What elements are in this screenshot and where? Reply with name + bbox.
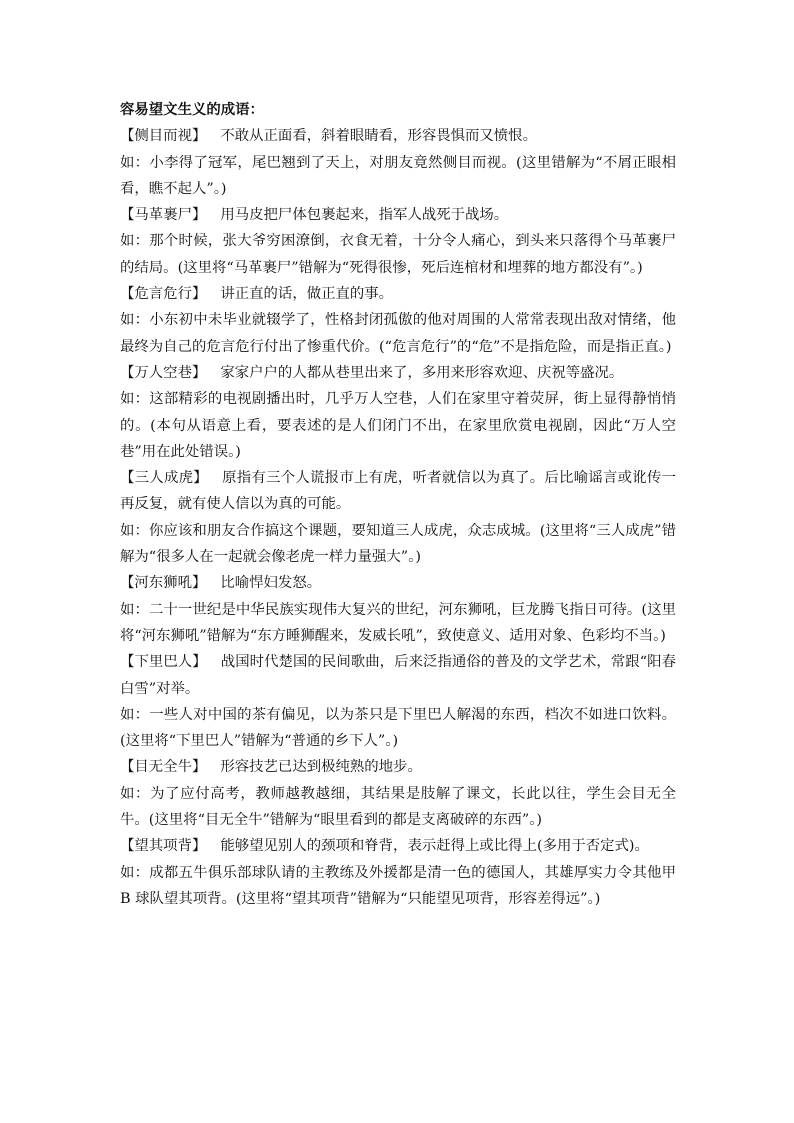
idiom-entry [120,123,676,202]
idiom-example: 如：二十一世纪是中华民族实现伟大复兴的世纪，河东狮吼，巨龙腾飞指日可待。(这里将“河东狮吼”错解为“东方睡狮醒来，发威长吼”，致使意义、适用对象、色彩均不当。) [120,601,676,644]
idiom-term: 【万人空巷】 [120,364,207,381]
idiom-definition-line [120,465,676,518]
idiom-definition-line [120,202,676,228]
idiom-entry [120,360,676,465]
idiom-definition: 能够望见别人的颈项和脊背，表示赶得上或比得上(多用于否定式)。 [220,838,649,855]
idiom-example: 如：成都五牛俱乐部球队请的主教练及外援都是清一色的德国人，其雄厚实力令其他甲 B 球队望其项背。(这里将“望其项背”错解为“只能望见项背，形容差得远”。) [120,864,676,907]
idiom-example: 如：一些人对中国的茶有偏见，以为茶只是下里巴人解渴的东西，档次不如进口饮料。(这里将“下里巴人”错解为“普通的乡下人”。) [120,706,676,750]
idiom-entry [120,833,676,912]
page-title: 容易望文生义的成语： [120,101,264,118]
idiom-definition: 用马皮把尸体包裹起来，指军人战死于战场。 [220,207,509,224]
idiom-entry [120,754,676,833]
idiom-definition-line [120,360,676,386]
idiom-term: 【河东狮吼】 [120,575,207,592]
idiom-term: 【目无全牛】 [120,759,207,776]
idiom-entry [120,465,676,570]
idiom-definition: 原指有三个人谎报市上有虎，听者就信以为真了。后比喻谣言或讹传一再反复，就有使人信以为真的可能。 [120,470,676,513]
idiom-definition: 比喻悍妇发怒。 [220,575,322,592]
idiom-definition: 讲正直的话，做正直的事。 [220,286,394,303]
idiom-example: 如：那个时候，张大爷穷困潦倒，衣食无着，十分令人痛心，到头来只落得个马革裹尸的结局。(这里将“马革裹尸”错解为“死得很惨，死后连棺材和埋葬的地方都没有”。) [120,233,676,276]
idiom-entry [120,649,676,754]
idiom-example: 如：小东初中未毕业就辍学了，性格封闭孤傲的他对周围的人常常表现出敌对情绪，他最终为自己的危言危行付出了惨重代价。(“危言危行”的“危”不是指危险，而是指正直。) [120,312,676,355]
idiom-definition-line [120,281,676,307]
idiom-definition: 家家户户的人都从巷里出来了，多用来形容欢迎、庆祝等盛况。 [220,364,624,381]
idiom-definition-line [120,754,676,780]
idiom-definition-line [120,649,676,702]
idiom-entry [120,281,676,360]
idiom-entry [120,570,676,649]
idiom-definition: 战国时代楚国的民间歌曲，后来泛指通俗的普及的文学艺术，常跟“阳春白雪”对举。 [120,654,676,697]
idiom-example: 如：你应该和朋友合作搞这个课题，要知道三人成虎，众志成城。(这里将“三人成虎”错解为“很多人在一起就会像老虎一样力量强大”。) [120,522,676,566]
idiom-definition-line [120,570,676,596]
idiom-example: 如：这部精彩的电视剧播出时，几乎万人空巷，人们在家里守着荧屏，街上显得静悄悄的。(本句从语意上看，要表述的是人们闭门不出，在家里欣赏电视剧，因此“万人空巷”用在此处错误。) [120,391,676,460]
idiom-term: 【三人成虎】 [120,470,208,487]
idiom-example: 如：小李得了冠军，尾巴翘到了天上，对朋友竟然侧目而视。(这里错解为“不屑正眼相看，瞧不起人”。) [120,154,676,197]
idiom-definition-line [120,123,676,149]
idiom-term: 【望其项背】 [120,838,207,855]
idiom-term: 【马革裹尸】 [120,207,207,224]
idiom-term: 【下里巴人】 [120,654,207,671]
idiom-entry [120,202,676,281]
idiom-term: 【侧目而视】 [120,128,207,145]
idiom-example: 如：为了应付高考，教师越教越细，其结果是肢解了课文，长此以往，学生会目无全牛。(这里将“目无全牛”错解为“眼里看到的都是支离破碎的东西”。) [120,785,676,829]
idiom-definition: 不敢从正面看，斜着眼睛看，形容畏惧而又愤恨。 [220,128,537,145]
idiom-definition-line [120,833,676,859]
idiom-definition: 形容技艺已达到极纯熟的地步。 [220,759,422,776]
document-page [120,97,676,912]
idiom-term: 【危言危行】 [120,286,207,303]
